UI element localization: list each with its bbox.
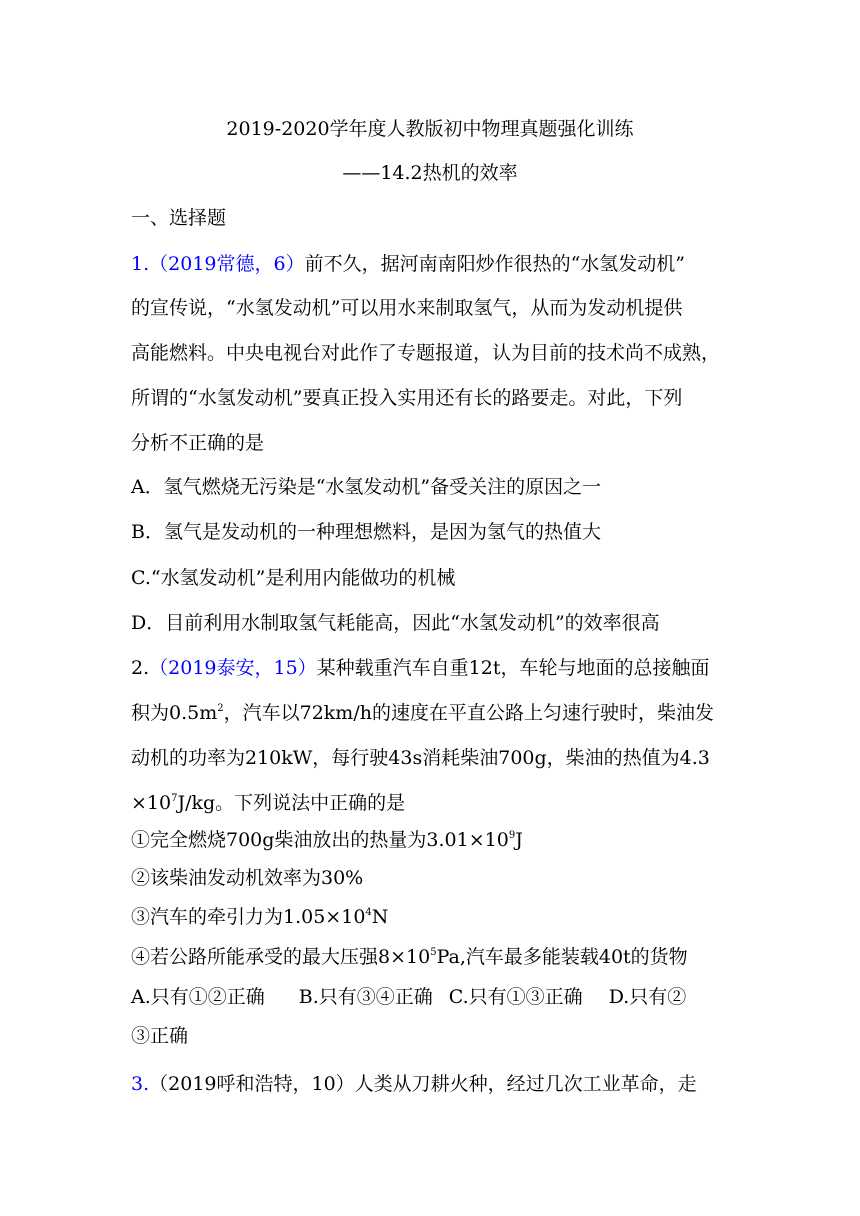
question-1-option-a: A．氢气燃烧无污染是“水氢发动机”备受关注的原因之一 (131, 476, 602, 498)
question-2-option-b: B.只有③④正确 (298, 986, 433, 1008)
statement-3-part-a: ③汽车的牵引力为1.05×10 (131, 906, 366, 928)
question-2-line-4-part-b: J/kg。下列说法中正确的是 (177, 792, 406, 814)
section-heading: 一、选择题 (131, 207, 227, 229)
question-2-line-2-superscript: 2 (217, 703, 224, 714)
question-2-statement-2: ②该柴油发动机效率为30% (131, 867, 364, 889)
question-2-option-d: D.只有② (608, 986, 687, 1008)
question-2-option-d-continued: ③正确 (131, 1025, 189, 1047)
question-2-statement-4 (131, 945, 688, 969)
statement-1-part-b: J (515, 829, 523, 851)
question-2-statement-3 (131, 905, 388, 929)
question-2-line-4 (131, 791, 405, 815)
statement-4-superscript: 5 (430, 947, 437, 958)
question-1-line-1 (131, 252, 685, 276)
question-2-line-3: 动机的功率为210kW，每行驶43s消耗柴油700g，柴油的热值为4.3 (131, 747, 710, 769)
question-1-line-2: 的宣传说，“水氢发动机”可以用水来制取氢气，从而为发动机提供 (131, 297, 683, 319)
statement-1-part-a: ①完全燃烧700g柴油放出的热量为3.01×10 (131, 829, 509, 851)
statement-4-part-b: Pa,汽车最多能装载40t的货物 (436, 946, 688, 968)
question-2-line-1 (131, 656, 710, 680)
question-2-option-c: C.只有①③正确 (448, 986, 583, 1008)
statement-3-superscript: 4 (365, 907, 372, 918)
question-1-line-4: 所谓的“水氢发动机”要真正投入实用还有长的路要走。对此，下列 (131, 387, 683, 409)
question-1-line-5: 分析不正确的是 (131, 432, 265, 454)
question-1-text: 前不久，据河南南阳炒作很热的“水氢发动机” (304, 253, 686, 275)
question-3-number: 3. (131, 1073, 150, 1095)
question-3-line-1 (131, 1072, 697, 1096)
document-subtitle: ——14.2热机的效率 (342, 162, 518, 184)
question-2-line-2-part-b: ，汽车以72km/h的速度在平直公路上匀速行驶时，柴油发 (223, 702, 714, 724)
question-3-text: （2019呼和浩特，10）人类从刀耕火种，经过几次工业革命，走 (149, 1073, 697, 1095)
question-2-line-2-part-a: 积为0.5m (131, 702, 218, 724)
question-2-text: 某种载重汽车自重12t，车轮与地面的总接触面 (316, 657, 710, 679)
question-1-source: （2019常德，6） (149, 253, 305, 275)
question-2-statement-1 (131, 828, 523, 852)
statement-3-part-b: N (371, 906, 389, 928)
statement-1-superscript: 9 (508, 830, 516, 841)
question-1-number: 1. (131, 253, 150, 275)
question-2-number: 2. (131, 657, 150, 679)
question-2-line-2 (131, 701, 714, 725)
question-2-line-4-superscript: 7 (171, 793, 178, 804)
question-1-option-b: B．氢气是发动机的一种理想燃料，是因为氢气的热值大 (131, 521, 601, 543)
question-1-line-3: 高能燃料。中央电视台对此作了专题报道，认为目前的技术尚不成熟， (131, 342, 721, 364)
question-2-option-a: A.只有①②正确 (131, 986, 265, 1008)
document-title: 2019-2020学年度人教版初中物理真题强化训练 (226, 118, 634, 140)
question-1-option-d: D．目前利用水制取氢气耗能高，因此“水氢发动机”的效率很高 (131, 612, 660, 634)
question-2-options (131, 985, 686, 1009)
question-2-line-4-part-a: ×10 (131, 792, 172, 814)
question-2-source: （2019泰安，15） (149, 657, 317, 679)
question-1-option-c: C.“水氢发动机”是利用内能做功的机械 (131, 567, 456, 589)
statement-4-part-a: ④若公路所能承受的最大压强8×10 (131, 946, 431, 968)
